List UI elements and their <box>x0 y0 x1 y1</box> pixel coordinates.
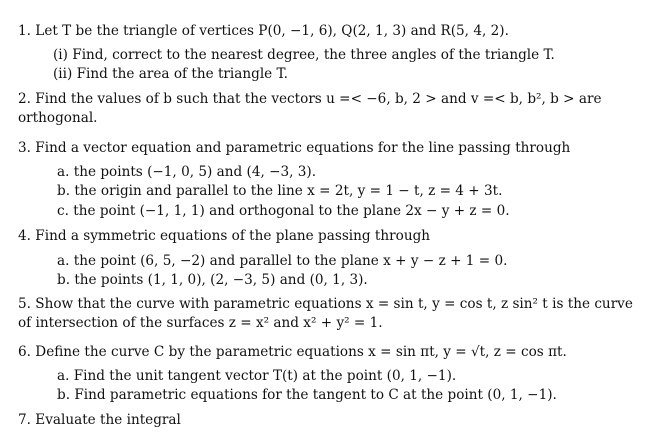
q4-text: 4. Find a symmetric equations of the plane passing through <box>18 228 431 244</box>
q4-part-a: a. the point (6, 5, −2) and parallel to the plane x + y − z + 1 = 0. <box>57 253 508 269</box>
q5-text-line2: of intersection of the surfaces z = x² and x² + y² = 1. <box>18 315 383 331</box>
q6-part-a: a. Find the unit tangent vector T(t) at the point (0, 1, −1). <box>57 368 457 384</box>
q3-part-a: a. the points (−1, 0, 5) and (4, −3, 3). <box>57 164 317 180</box>
q6-part-b: b. Find parametric equations for the tangent to C at the point (0, 1, −1). <box>57 387 557 403</box>
q2-text-line2: orthogonal. <box>18 110 98 126</box>
q7-text: 7. Evaluate the integral <box>18 412 181 428</box>
q5-text-line1: 5. Show that the curve with parametric equations x = sin t, y = cos t, z sin² t is the curve <box>18 296 633 312</box>
q1-part-ii: (ii) Find the area of the triangle T. <box>53 66 288 82</box>
q1-part-i: (i) Find, correct to the nearest degree, the three angles of the triangle T. <box>53 47 555 63</box>
q4-part-b: b. the points (1, 1, 0), (2, −3, 5) and (0, 1, 3). <box>57 272 368 288</box>
q1-text: 1. Let T be the triangle of vertices P(0, −1, 6), Q(2, 1, 3) and R(5, 4, 2). <box>18 23 509 39</box>
q3-part-c: c. the point (−1, 1, 1) and orthogonal to the plane 2x − y + z = 0. <box>57 203 510 219</box>
q2-text-line1: 2. Find the values of b such that the vectors u =< −6, b, 2 > and v =< b, b², b > are <box>18 91 602 107</box>
q3-part-b: b. the origin and parallel to the line x = 2t, y = 1 − t, z = 4 + 3t. <box>57 183 503 199</box>
q3-text: 3. Find a vector equation and parametric equations for the line passing through <box>18 140 571 156</box>
q6-text: 6. Define the curve C by the parametric equations x = sin πt, y = √t, z = cos πt. <box>18 344 567 360</box>
